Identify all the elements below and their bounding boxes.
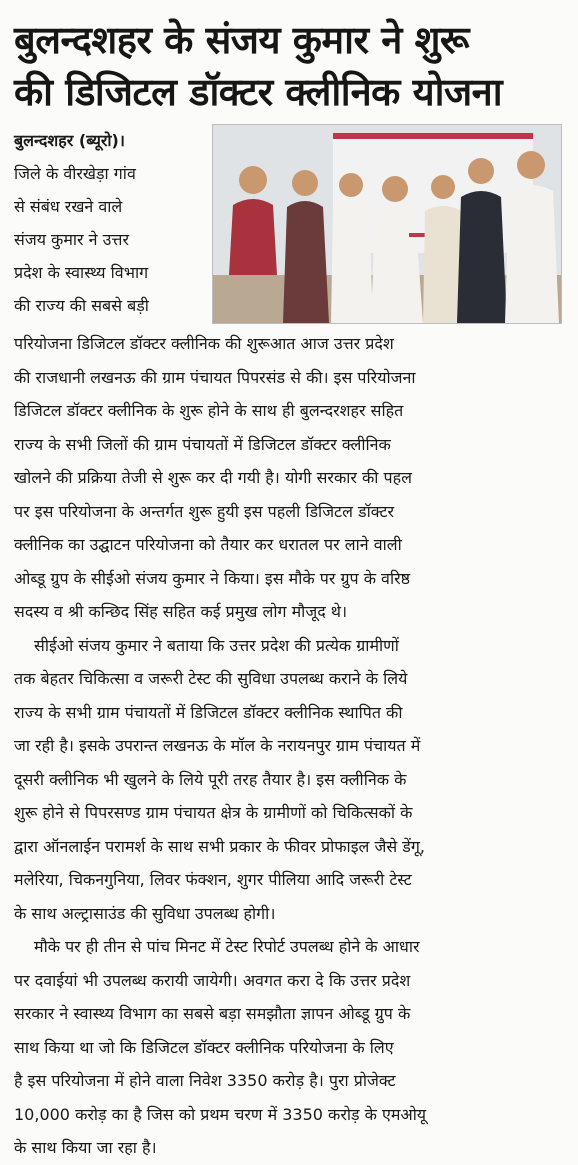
text-line: तक बेहतर चिकित्सा व जरूरी टेस्ट की सुविधा उपलब्ध कराने के लिये <box>14 669 408 688</box>
text-line: के साथ किया जा रहा है। <box>14 1138 157 1157</box>
inauguration-photo-illustration <box>213 125 561 323</box>
text-line: की राजधानी लखनऊ की ग्राम पंचायत पिपरसंड से की। इस परियोजना <box>14 367 416 387</box>
text-line: राज्य के सभी जिलों की ग्राम पंचायतों में डिजिटल डॉक्टर क्लीनिक <box>14 434 391 454</box>
text-line: पर इस परियोजना के अन्तर्गत शुरू हुयी इस पहली डिजिटल डॉक्टर <box>14 501 395 521</box>
intro-line: की राज्य की सबसे बड़ी <box>14 296 149 315</box>
text-line: मलेरिया, चिकनगुनिया, लिवर फंक्शन, शुगर पीलिया आदि जरूरी टेस्ट <box>14 870 412 889</box>
intro-block <box>14 124 564 324</box>
headline-line-2: की डिजिटल डॉक्टर क्लीनिक योजना <box>14 70 503 114</box>
text-line: साथ किया था जो कि डिजिटल डॉक्टर क्लीनिक परियोजना के लिए <box>14 1037 394 1057</box>
text-line: राज्य के सभी ग्राम पंचायतों में डिजिटल डॉक्टर क्लीनिक स्थापित की <box>14 702 403 722</box>
headline-line-1: बुलन्दशहर के संजय कुमार ने शुरू <box>14 18 469 62</box>
text-line: सरकार ने स्वास्थ्य विभाग का सबसे बड़ा समझौता ज्ञापन ओब्डू ग्रुप के <box>14 1004 411 1023</box>
paragraph-3 <box>14 930 564 1165</box>
text-line: सीईओ संजय कुमार ने बताया कि उत्तर प्रदेश की प्रत्येक ग्रामीणों <box>34 635 399 655</box>
text-line: द्वारा ऑनलाईन परामर्श के साथ सभी प्रकार के फीवर प्रोफाइल जैसे डेंगू, <box>14 836 425 856</box>
intro-line: से संबंध रखने वाले <box>14 197 123 216</box>
text-line: सदस्य व श्री कन्छिद सिंह सहित कई प्रमुख लोग मौजूद थे। <box>14 602 348 621</box>
text-line: डिजिटल डॉक्टर क्लीनिक के शुरू होने के साथ ही बुलन्दरशहर सहित <box>14 401 404 420</box>
text-line: ओब्डू ग्रुप के सीईओ संजय कुमार ने किया। इस मौके पर ग्रुप के वरिष्ठ <box>14 568 411 588</box>
headline <box>14 14 564 118</box>
text-line: शुरू होने से पिपरसण्ड ग्राम पंचायत क्षेत्र के ग्रामीणों को चिकित्सकों के <box>14 803 413 822</box>
news-photo <box>212 124 562 324</box>
text-line: परियोजना डिजिटल डॉक्टर क्लीनिक की शुरूआत आज उत्तर प्रदेश <box>14 334 394 353</box>
intro-line: प्रदेश के स्वास्थ्य विभाग <box>14 263 149 282</box>
text-line: के साथ अल्ट्रासाउंड की सुविधा उपलब्ध होगी। <box>14 903 276 923</box>
intro-column <box>14 124 206 322</box>
text-line: है इस परियोजना में होने वाला निवेश 3350 करोड़ है। पुरा प्रोजेक्ट <box>14 1071 396 1090</box>
text-line: क्लीनिक का उद्घाटन परियोजना को तैयार कर धरातल पर लाने वाली <box>14 535 402 554</box>
paragraph-1 <box>14 327 564 629</box>
text-line: मौके पर ही तीन से पांच मिनट में टेस्ट रिपोर्ट उपलब्ध होने के आधार <box>34 937 420 956</box>
text-line: 10,000 करोड़ का है जिस को प्रथम चरण में 3350 करोड़ के एमओयू <box>14 1104 427 1124</box>
text-line: दूसरी क्लीनिक भी खुलने के लिये पूरी तरह तैयार है। इस क्लीनिक के <box>14 769 407 789</box>
paragraph-2 <box>14 629 564 931</box>
intro-line: जिले के वीरखेड़ा गांव <box>14 164 136 183</box>
article-body <box>14 327 564 1165</box>
text-line: पर दवाईयां भी उपलब्ध करायी जायेगी। अवगत करा दे कि उत्तर प्रदेश <box>14 970 411 990</box>
text-line: खोलने की प्रक्रिया तेजी से शुरू कर दी गयी है। योगी सरकार की पहल <box>14 468 412 487</box>
intro-line: संजय कुमार ने उत्तर <box>14 230 130 249</box>
dateline: बुलन्दशहर (ब्यूरो)। <box>14 131 125 150</box>
text-line: जा रही है। इसके उपरान्त लखनऊ के मॉल के नरायनपुर ग्राम पंचायत में <box>14 736 421 755</box>
